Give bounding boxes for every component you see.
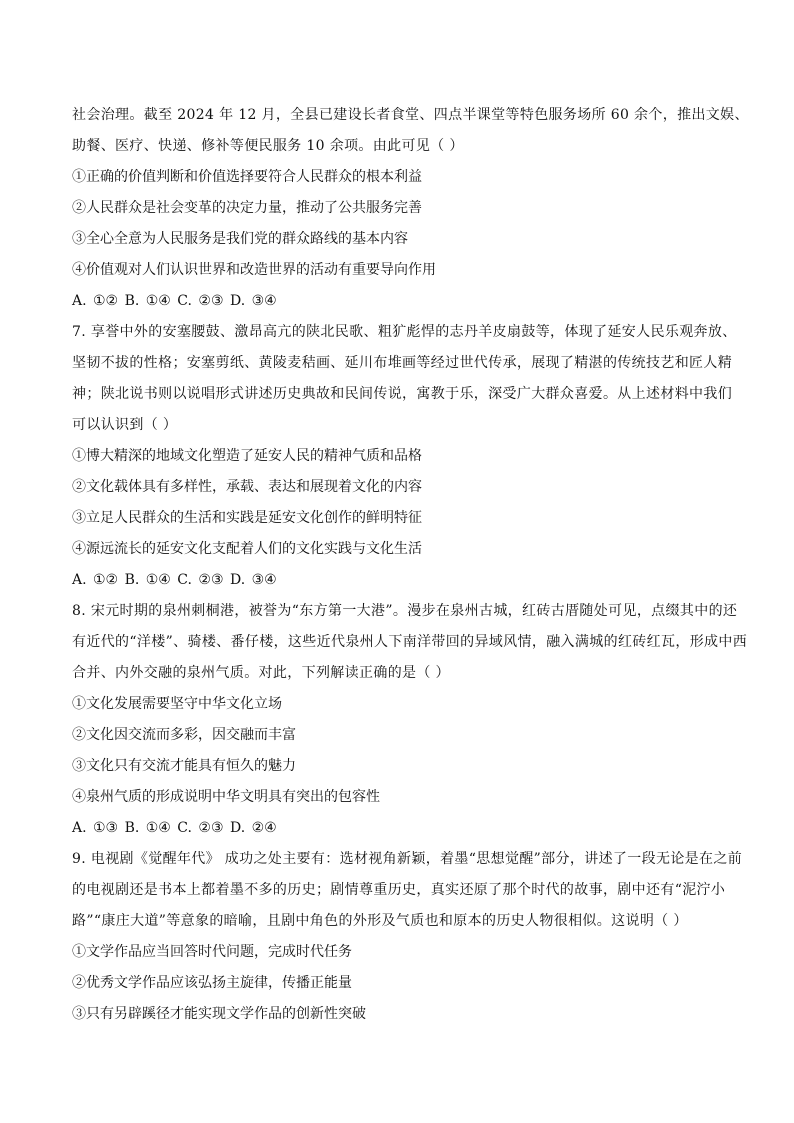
stem-line: 8. 宋元时期的泉州刺桐港，被誉为“东方第一大港”。漫步在泉州古城，红砖古厝随处可见，点缀其中的还 bbox=[72, 603, 738, 619]
option-item: ①博大精深的地域文化塑造了延安人民的精神气质和品格 bbox=[72, 448, 422, 464]
stem-line: 社会治理。截至 2024 年 12 月，全县已建设长者食堂、四点半课堂等特色服务场所 60 余个，推出文娱、 bbox=[72, 107, 749, 123]
option-item: ③立足人民群众的生活和实践是延安文化创作的鲜明特征 bbox=[72, 510, 422, 526]
answer-choices: A. ①② B. ①④ C. ②③ D. ③④ bbox=[72, 293, 277, 309]
stem-line: 9. 电视剧《觉醒年代》 成功之处主要有：选材视角新颖，着墨“思想觉醒”部分，讲述了一段无论是在之前 bbox=[72, 851, 743, 867]
stem-line: 可以认识到（ ） bbox=[72, 417, 178, 433]
option-item: ①文化发展需要坚守中华文化立场 bbox=[72, 696, 282, 712]
option-item: ①文学作品应当回答时代问题，完成时代任务 bbox=[72, 944, 352, 960]
answer-choices: A. ①③ B. ①④ C. ②③ D. ②④ bbox=[72, 820, 277, 836]
stem-line: 坚韧不拔的性格；安塞剪纸、黄陵麦秸画、延川布堆画等经过世代传承，展现了精湛的传统技艺和匠人精 bbox=[72, 355, 733, 371]
option-item: ②文化载体具有多样性，承载、表达和展现着文化的内容 bbox=[72, 479, 422, 495]
document-content bbox=[72, 100, 749, 1030]
option-item: ②人民群众是社会变革的决定力量，推动了公共服务完善 bbox=[72, 200, 422, 216]
stem-line: 神；陕北说书则以说唱形式讲述历史典故和民间传说，寓教于乐，深受广大群众喜爱。从上述材料中我们 bbox=[72, 386, 733, 402]
option-item: ②文化因交流而多彩，因交融而丰富 bbox=[72, 727, 296, 743]
option-item: ④价值观对人们认识世界和改造世界的活动有重要导向作用 bbox=[72, 262, 436, 278]
stem-line: 路”“康庄大道”等意象的暗喻，且剧中角色的外形及气质也和原本的历史人物很相似。这说明（ ） bbox=[72, 913, 688, 929]
option-item: ②优秀文学作品应该弘扬主旋律，传播正能量 bbox=[72, 975, 352, 991]
option-item: ③只有另辟蹊径才能实现文学作品的创新性突破 bbox=[72, 1006, 366, 1022]
stem-line: 合并、内外交融的泉州气质。对此，下列解读正确的是（ ） bbox=[72, 665, 450, 681]
stem-line: 有近代的“洋楼”、骑楼、番仔楼，这些近代泉州人下南洋带回的异域风情，融入满城的红砖红瓦，形成中西 bbox=[72, 634, 748, 650]
option-item: ③文化只有交流才能具有恒久的魅力 bbox=[72, 758, 296, 774]
option-item: ④源远流长的延安文化支配着人们的文化实践与文化生活 bbox=[72, 541, 422, 557]
option-item: ①正确的价值判断和价值选择要符合人民群众的根本利益 bbox=[72, 169, 422, 185]
stem-line: 的电视剧还是书本上都着墨不多的历史；剧情尊重历史，真实还原了那个时代的故事，剧中还有“泥泞小 bbox=[72, 882, 726, 898]
question-6 bbox=[72, 100, 749, 317]
question-stem bbox=[72, 596, 748, 689]
question-stem bbox=[72, 100, 749, 162]
question-9 bbox=[72, 844, 743, 1030]
stem-line: 助餐、医疗、快递、修补等便民服务 10 余项。由此可见（ ） bbox=[72, 138, 464, 154]
question-stem bbox=[72, 317, 737, 441]
stem-line: 7. 享誉中外的安塞腰鼓、激昂高亢的陕北民歌、粗犷彪悍的志丹羊皮扇鼓等，体现了延安人民乐观奔放、 bbox=[72, 324, 737, 340]
question-7 bbox=[72, 317, 737, 596]
option-item: ③全心全意为人民服务是我们党的群众路线的基本内容 bbox=[72, 231, 408, 247]
question-8 bbox=[72, 596, 748, 844]
answer-choices: A. ①② B. ①④ C. ②③ D. ③④ bbox=[72, 572, 277, 588]
question-stem bbox=[72, 844, 743, 937]
option-item: ④泉州气质的形成说明中华文明具有突出的包容性 bbox=[72, 789, 380, 805]
